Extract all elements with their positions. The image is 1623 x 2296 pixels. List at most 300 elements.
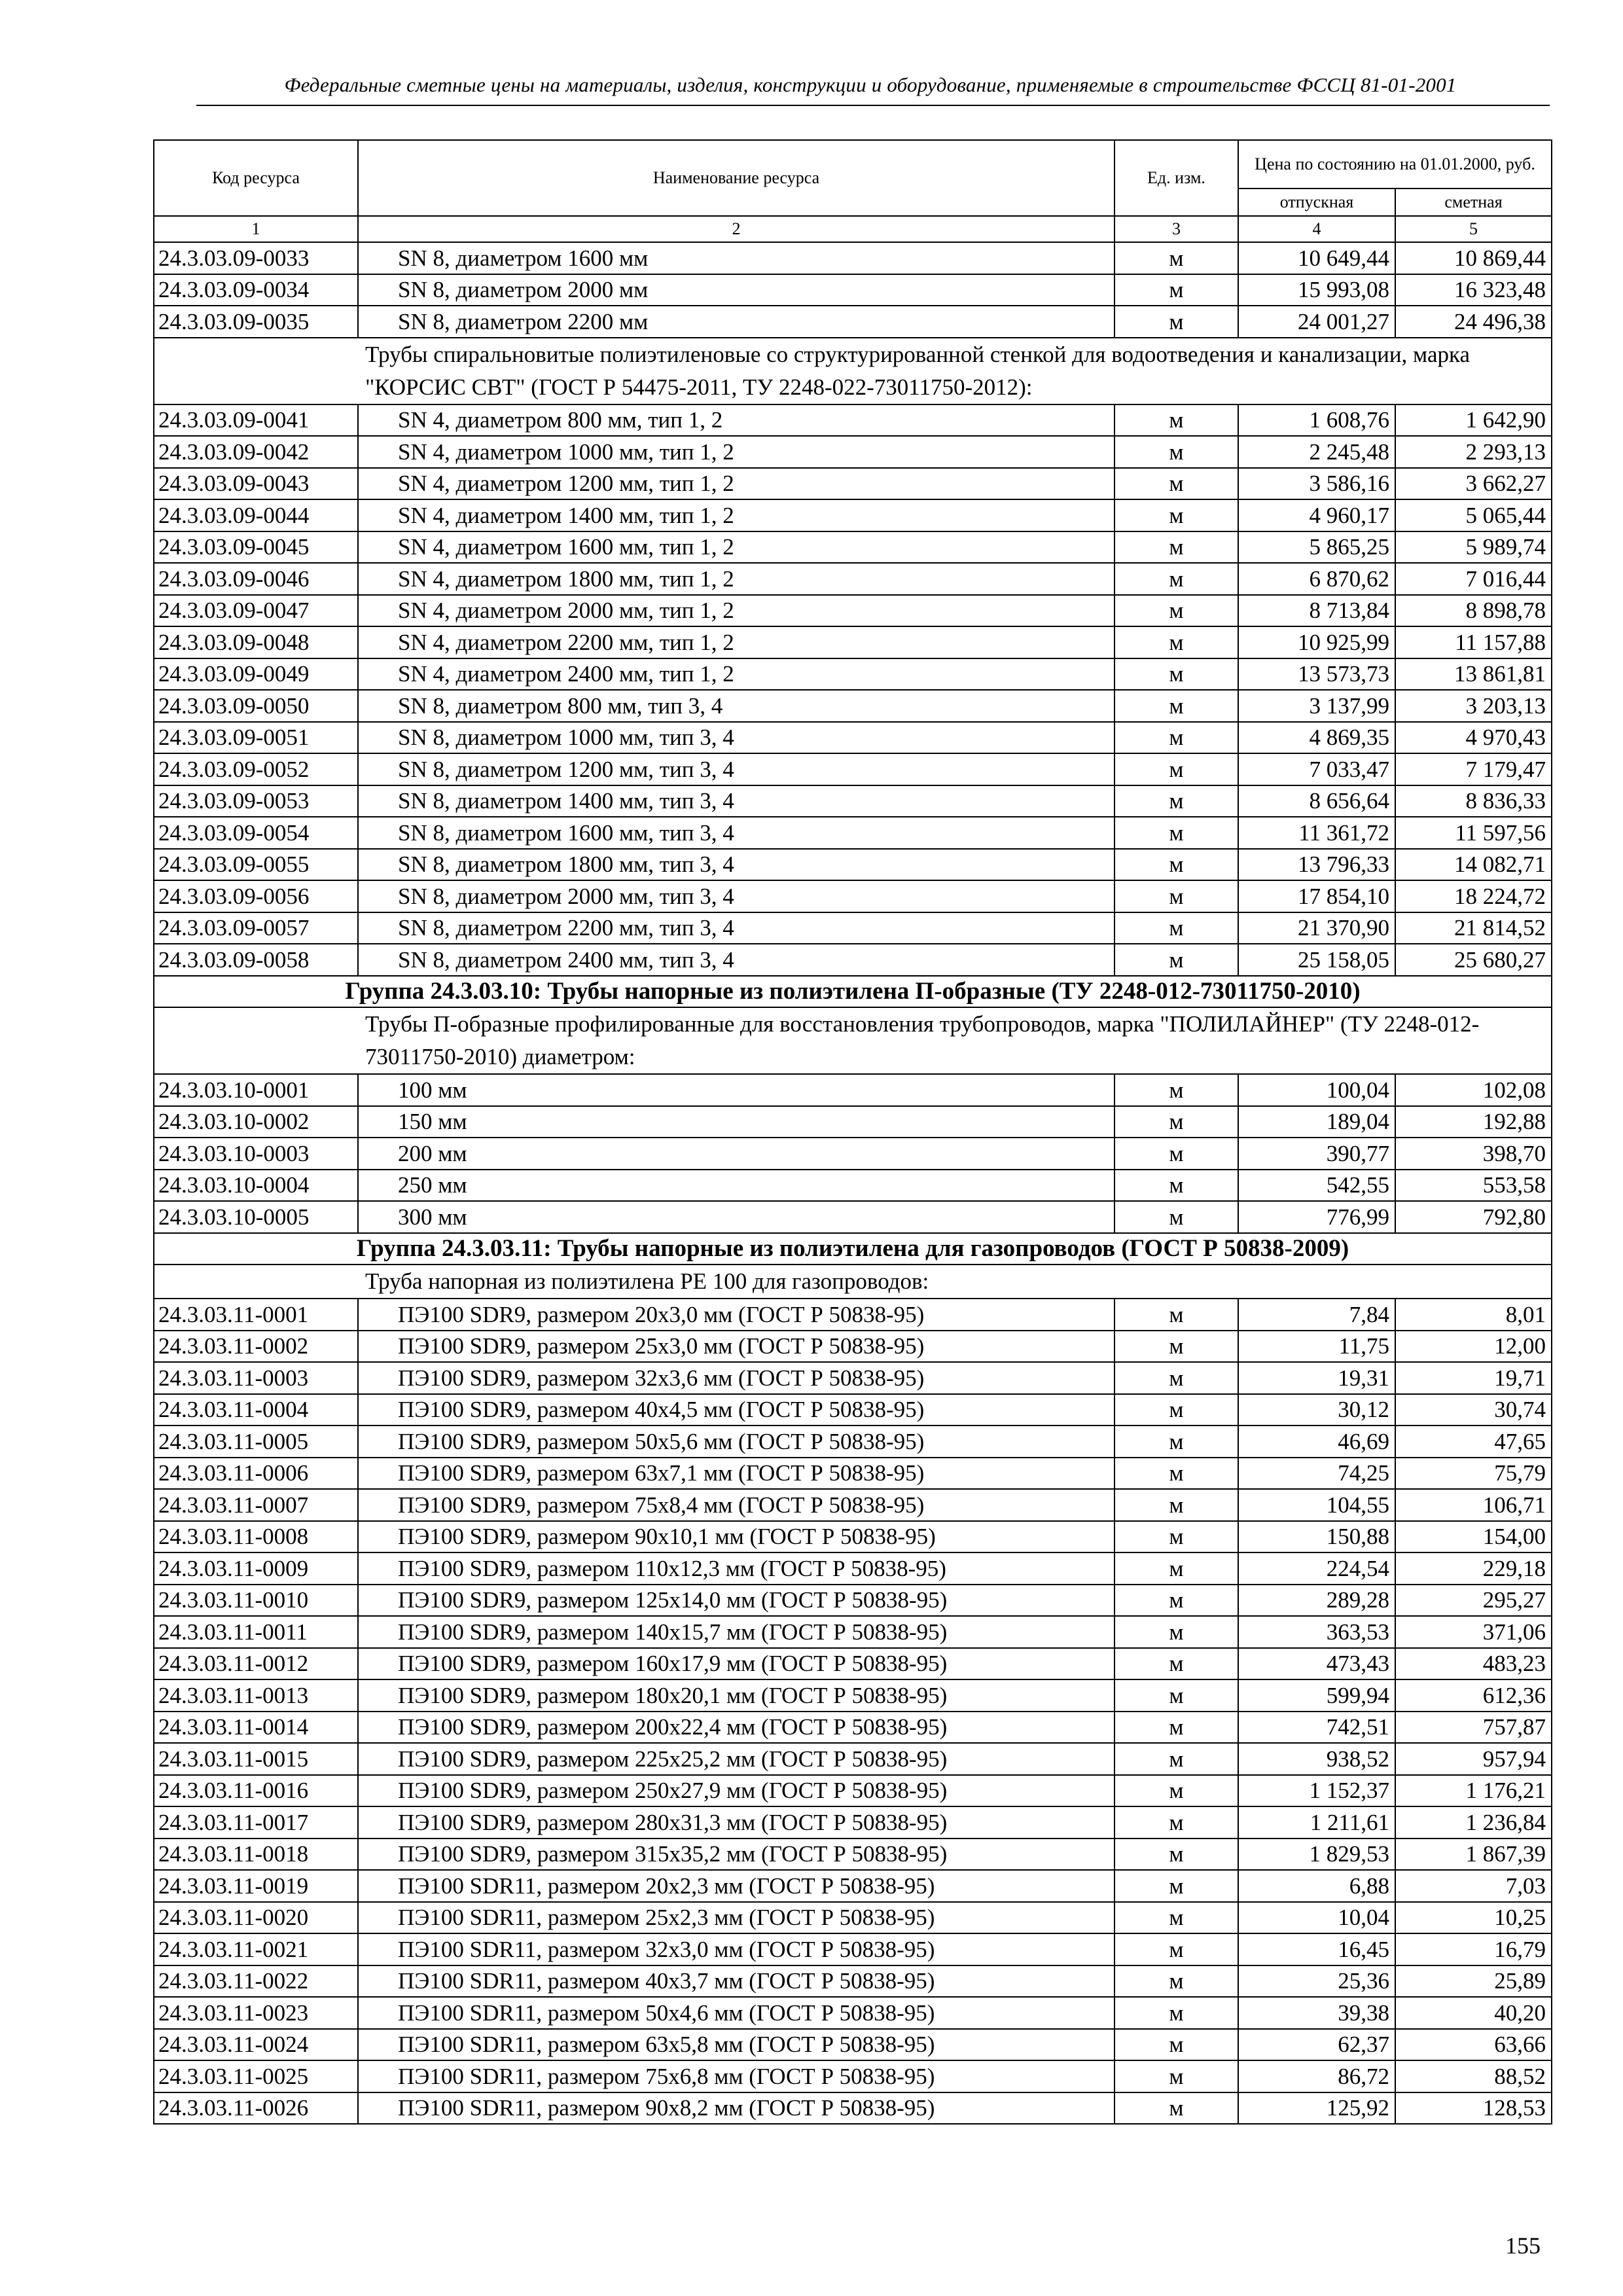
resource-name: ПЭ100 SDR9, размером 160x17,9 мм (ГОСТ Р 50838-95) (358, 1648, 1115, 1680)
resource-name: SN 8, диаметром 2200 мм, тип 3, 4 (358, 912, 1115, 944)
resource-name: ПЭ100 SDR11, размером 40x3,7 мм (ГОСТ Р 50838-95) (358, 1965, 1115, 1998)
unit: м (1115, 1679, 1238, 1712)
table-row (154, 1201, 1552, 1233)
release-price: 19,31 (1238, 1362, 1395, 1394)
release-price: 125,92 (1238, 2092, 1395, 2125)
section-description-row (154, 338, 1552, 404)
release-price: 189,04 (1238, 1106, 1395, 1138)
unit: м (1115, 658, 1238, 691)
table-row (154, 2060, 1552, 2092)
resource-name: SN 8, диаметром 800 мм, тип 3, 4 (358, 690, 1115, 722)
unit: м (1115, 2029, 1238, 2061)
unit: м (1115, 626, 1238, 658)
unit: м (1115, 1839, 1238, 1871)
release-price: 1 152,37 (1238, 1775, 1395, 1807)
release-price: 224,54 (1238, 1552, 1395, 1585)
resource-code: 24.3.03.11-0005 (154, 1426, 358, 1458)
unit: м (1115, 274, 1238, 306)
resource-code: 24.3.03.10-0002 (154, 1106, 358, 1138)
unit: м (1115, 1648, 1238, 1680)
resource-code: 24.3.03.09-0051 (154, 722, 358, 754)
table-row (154, 849, 1552, 881)
release-price: 39,38 (1238, 1997, 1395, 2029)
resource-name: ПЭ100 SDR9, размером 110x12,3 мм (ГОСТ Р 50838-95) (358, 1552, 1115, 1585)
resource-code: 24.3.03.11-0017 (154, 1806, 358, 1839)
unit: м (1115, 1138, 1238, 1170)
resource-name: ПЭ100 SDR9, размером 90x10,1 мм (ГОСТ Р 50838-95) (358, 1521, 1115, 1553)
resource-code: 24.3.03.09-0048 (154, 626, 358, 658)
estimate-price: 1 236,84 (1395, 1806, 1552, 1839)
unit: м (1115, 404, 1238, 437)
col-number: 4 (1238, 216, 1395, 242)
table-row (154, 626, 1552, 658)
estimate-price: 192,88 (1395, 1106, 1552, 1138)
resource-name: ПЭ100 SDR9, размером 50x5,6 мм (ГОСТ Р 50838-95) (358, 1426, 1115, 1458)
resource-code: 24.3.03.09-0046 (154, 563, 358, 595)
section-description-row (154, 1265, 1552, 1299)
resource-code: 24.3.03.11-0026 (154, 2092, 358, 2125)
release-price: 289,28 (1238, 1585, 1395, 1617)
col-number: 5 (1395, 216, 1552, 242)
estimate-price: 371,06 (1395, 1616, 1552, 1648)
release-price: 1 608,76 (1238, 404, 1395, 437)
resource-name: SN 8, диаметром 1000 мм, тип 3, 4 (358, 722, 1115, 754)
estimate-price: 792,80 (1395, 1201, 1552, 1233)
resource-code: 24.3.03.11-0009 (154, 1552, 358, 1585)
release-price: 2 245,48 (1238, 436, 1395, 468)
resource-code: 24.3.03.09-0034 (154, 274, 358, 306)
resource-name: ПЭ100 SDR9, размером 32x3,6 мм (ГОСТ Р 50838-95) (358, 1362, 1115, 1394)
resource-code: 24.3.03.09-0050 (154, 690, 358, 722)
release-price: 11,75 (1238, 1331, 1395, 1363)
resource-code: 24.3.03.09-0044 (154, 499, 358, 531)
estimate-price: 16,79 (1395, 1933, 1552, 1965)
unit: м (1115, 306, 1238, 338)
estimate-price: 4 970,43 (1395, 722, 1552, 754)
table-row (154, 1997, 1552, 2029)
resource-name: ПЭ100 SDR11, размером 25x2,3 мм (ГОСТ Р 50838-95) (358, 1902, 1115, 1934)
resource-name: SN 8, диаметром 2400 мм, тип 3, 4 (358, 944, 1115, 976)
release-price: 363,53 (1238, 1616, 1395, 1648)
resource-code: 24.3.03.09-0035 (154, 306, 358, 338)
table-row (154, 785, 1552, 817)
estimate-price: 7 179,47 (1395, 753, 1552, 785)
resource-code: 24.3.03.11-0020 (154, 1902, 358, 1934)
release-price: 74,25 (1238, 1458, 1395, 1490)
estimate-price: 88,52 (1395, 2060, 1552, 2092)
table-row (154, 1839, 1552, 1871)
release-price: 1 211,61 (1238, 1806, 1395, 1839)
table-row (154, 944, 1552, 976)
estimate-price: 11 157,88 (1395, 626, 1552, 658)
estimate-price: 957,94 (1395, 1743, 1552, 1775)
section-description-row (154, 1007, 1552, 1074)
header-rule (196, 105, 1550, 106)
table-row (154, 1965, 1552, 1998)
resource-name: SN 8, диаметром 1600 мм (358, 242, 1115, 274)
table-row (154, 563, 1552, 595)
col-header-name: Наименование ресурса (358, 140, 1115, 216)
release-price: 25,36 (1238, 1965, 1395, 1998)
table-row (154, 436, 1552, 468)
resource-name: SN 4, диаметром 2000 мм, тип 1, 2 (358, 595, 1115, 627)
release-price: 776,99 (1238, 1201, 1395, 1233)
table-row (154, 690, 1552, 722)
resource-code: 24.3.03.09-0049 (154, 658, 358, 691)
release-price: 10 925,99 (1238, 626, 1395, 658)
col-header-release: отпускная (1238, 188, 1395, 216)
resource-code: 24.3.03.09-0054 (154, 817, 358, 849)
estimate-price: 10,25 (1395, 1902, 1552, 1934)
unit: м (1115, 1299, 1238, 1331)
resource-name: ПЭ100 SDR9, размером 63x7,1 мм (ГОСТ Р 50838-95) (358, 1458, 1115, 1490)
unit: м (1115, 1902, 1238, 1934)
running-header: Федеральные сметные цены на материалы, изделия, конструкции и оборудование, применяемые в строительстве ФССЦ 81-01-2001 (284, 73, 1457, 96)
unit: м (1115, 880, 1238, 912)
resource-code: 24.3.03.09-0053 (154, 785, 358, 817)
release-price: 46,69 (1238, 1426, 1395, 1458)
resource-code: 24.3.03.09-0042 (154, 436, 358, 468)
table-row (154, 531, 1552, 564)
unit: м (1115, 531, 1238, 564)
release-price: 62,37 (1238, 2029, 1395, 2061)
resource-name: ПЭ100 SDR9, размером 125x14,0 мм (ГОСТ Р 50838-95) (358, 1585, 1115, 1617)
unit: м (1115, 912, 1238, 944)
resource-name: 150 мм (358, 1106, 1115, 1138)
resource-code: 24.3.03.11-0018 (154, 1839, 358, 1871)
unit: м (1115, 1074, 1238, 1106)
release-price: 4 869,35 (1238, 722, 1395, 754)
resource-code: 24.3.03.09-0052 (154, 753, 358, 785)
table-row (154, 1362, 1552, 1394)
release-price: 150,88 (1238, 1521, 1395, 1553)
group-heading: Группа 24.3.03.11: Трубы напорные из полиэтилена для газопроводов (ГОСТ Р 50838-2009) (154, 1233, 1552, 1265)
unit: м (1115, 2060, 1238, 2092)
resource-code: 24.3.03.11-0007 (154, 1489, 358, 1521)
table-row (154, 1806, 1552, 1839)
table-row (154, 1394, 1552, 1426)
table-row (154, 499, 1552, 531)
table-row (154, 912, 1552, 944)
estimate-price: 8 836,33 (1395, 785, 1552, 817)
unit: м (1115, 1585, 1238, 1617)
resource-name: SN 4, диаметром 800 мм, тип 1, 2 (358, 404, 1115, 437)
resource-name: ПЭ100 SDR11, размером 32x3,0 мм (ГОСТ Р 50838-95) (358, 1933, 1115, 1965)
resource-code: 24.3.03.11-0016 (154, 1775, 358, 1807)
unit: м (1115, 1426, 1238, 1458)
resource-code: 24.3.03.10-0005 (154, 1201, 358, 1233)
unit: м (1115, 1394, 1238, 1426)
col-number: 3 (1115, 216, 1238, 242)
resource-name: ПЭ100 SDR9, размером 225x25,2 мм (ГОСТ Р 50838-95) (358, 1743, 1115, 1775)
resource-name: SN 4, диаметром 1800 мм, тип 1, 2 (358, 563, 1115, 595)
resource-code: 24.3.03.11-0010 (154, 1585, 358, 1617)
estimate-price: 40,20 (1395, 1997, 1552, 2029)
unit: м (1115, 1997, 1238, 2029)
resource-code: 24.3.03.11-0025 (154, 2060, 358, 2092)
resource-name: ПЭ100 SDR9, размером 280x31,3 мм (ГОСТ Р 50838-95) (358, 1806, 1115, 1839)
table-row (154, 658, 1552, 691)
resource-name: ПЭ100 SDR9, размером 250x27,9 мм (ГОСТ Р 50838-95) (358, 1775, 1115, 1807)
resource-code: 24.3.03.09-0055 (154, 849, 358, 881)
estimate-price: 3 662,27 (1395, 468, 1552, 500)
resource-name: SN 4, диаметром 2400 мм, тип 1, 2 (358, 658, 1115, 691)
unit: м (1115, 1458, 1238, 1490)
unit: м (1115, 1170, 1238, 1202)
resource-code: 24.3.03.09-0033 (154, 242, 358, 274)
table-row (154, 1106, 1552, 1138)
table-row (154, 1775, 1552, 1807)
release-price: 16,45 (1238, 1933, 1395, 1965)
resource-code: 24.3.03.09-0045 (154, 531, 358, 564)
section-description: Трубы П-образные профилированные для восстановления трубопроводов, марка "ПОЛИЛАЙНЕР" (ТУ 2248-012-73011750-2010) диаметром: (154, 1007, 1552, 1074)
resource-name: SN 4, диаметром 2200 мм, тип 1, 2 (358, 626, 1115, 658)
resource-name: ПЭ100 SDR11, размером 50x4,6 мм (ГОСТ Р 50838-95) (358, 1997, 1115, 2029)
resource-code: 24.3.03.11-0002 (154, 1331, 358, 1363)
resource-code: 24.3.03.09-0047 (154, 595, 358, 627)
resource-name: ПЭ100 SDR11, размером 90x8,2 мм (ГОСТ Р 50838-95) (358, 2092, 1115, 2125)
unit: м (1115, 563, 1238, 595)
resource-name: 200 мм (358, 1138, 1115, 1170)
unit: м (1115, 468, 1238, 500)
resource-code: 24.3.03.11-0019 (154, 1870, 358, 1902)
table-row (154, 817, 1552, 849)
estimate-price: 30,74 (1395, 1394, 1552, 1426)
release-price: 6,88 (1238, 1870, 1395, 1902)
resource-name: ПЭ100 SDR9, размером 40x4,5 мм (ГОСТ Р 50838-95) (358, 1394, 1115, 1426)
resource-name: ПЭ100 SDR9, размером 140x15,7 мм (ГОСТ Р 50838-95) (358, 1616, 1115, 1648)
resource-name: ПЭ100 SDR9, размером 200x22,4 мм (ГОСТ Р 50838-95) (358, 1712, 1115, 1744)
resource-code: 24.3.03.11-0014 (154, 1712, 358, 1744)
resource-code: 24.3.03.09-0058 (154, 944, 358, 976)
col-header-estimate: сметная (1395, 188, 1552, 216)
resource-code: 24.3.03.11-0013 (154, 1679, 358, 1712)
release-price: 938,52 (1238, 1743, 1395, 1775)
resource-code: 24.3.03.11-0012 (154, 1648, 358, 1680)
unit: м (1115, 849, 1238, 881)
resource-name: ПЭ100 SDR9, размером 180x20,1 мм (ГОСТ Р 50838-95) (358, 1679, 1115, 1712)
estimate-price: 1 176,21 (1395, 1775, 1552, 1807)
estimate-price: 12,00 (1395, 1331, 1552, 1363)
table-row (154, 1138, 1552, 1170)
release-price: 8 713,84 (1238, 595, 1395, 627)
unit: м (1115, 1965, 1238, 1998)
release-price: 30,12 (1238, 1394, 1395, 1426)
table-row (154, 1585, 1552, 1617)
resource-name: SN 4, диаметром 1000 мм, тип 1, 2 (358, 436, 1115, 468)
estimate-price: 295,27 (1395, 1585, 1552, 1617)
unit: м (1115, 690, 1238, 722)
unit: м (1115, 1616, 1238, 1648)
resource-name: ПЭ100 SDR11, размером 20x2,3 мм (ГОСТ Р 50838-95) (358, 1870, 1115, 1902)
table-row (154, 1712, 1552, 1744)
resource-code: 24.3.03.11-0011 (154, 1616, 358, 1648)
estimate-price: 154,00 (1395, 1521, 1552, 1553)
resource-name: SN 8, диаметром 2000 мм (358, 274, 1115, 306)
group-heading-row (154, 976, 1552, 1008)
unit: м (1115, 1743, 1238, 1775)
estimate-price: 11 597,56 (1395, 817, 1552, 849)
estimate-price: 553,58 (1395, 1170, 1552, 1202)
resource-code: 24.3.03.11-0008 (154, 1521, 358, 1553)
resource-code: 24.3.03.11-0001 (154, 1299, 358, 1331)
unit: м (1115, 2092, 1238, 2125)
price-table (153, 139, 1552, 2125)
table-row (154, 274, 1552, 306)
col-number: 1 (154, 216, 358, 242)
estimate-price: 106,71 (1395, 1489, 1552, 1521)
release-price: 25 158,05 (1238, 944, 1395, 976)
unit: м (1115, 1362, 1238, 1394)
resource-name: ПЭ100 SDR11, размером 75x6,8 мм (ГОСТ Р 50838-95) (358, 2060, 1115, 2092)
estimate-price: 1 867,39 (1395, 1839, 1552, 1871)
release-price: 13 796,33 (1238, 849, 1395, 881)
unit: м (1115, 1552, 1238, 1585)
table-row (154, 722, 1552, 754)
estimate-price: 8 898,78 (1395, 595, 1552, 627)
release-price: 104,55 (1238, 1489, 1395, 1521)
page-number: 155 (1505, 2233, 1541, 2259)
unit: м (1115, 1870, 1238, 1902)
estimate-price: 24 496,38 (1395, 306, 1552, 338)
table-row (154, 1552, 1552, 1585)
table-row (154, 468, 1552, 500)
estimate-price: 229,18 (1395, 1552, 1552, 1585)
resource-name: SN 8, диаметром 2200 мм (358, 306, 1115, 338)
release-price: 100,04 (1238, 1074, 1395, 1106)
table-row (154, 2029, 1552, 2061)
col-header-unit: Ед. изм. (1115, 140, 1238, 216)
unit: м (1115, 817, 1238, 849)
release-price: 599,94 (1238, 1679, 1395, 1712)
col-number: 2 (358, 216, 1115, 242)
estimate-price: 14 082,71 (1395, 849, 1552, 881)
table-row (154, 1458, 1552, 1490)
release-price: 542,55 (1238, 1170, 1395, 1202)
table-row (154, 1331, 1552, 1363)
section-description: Трубы спиральновитые полиэтиленовые со структурированной стенкой для водоотведения и канализации, марка "КОРСИС СВТ" (ГОСТ Р 54475-2011, ТУ 2248-022-73011750-2012): (154, 338, 1552, 404)
unit: м (1115, 436, 1238, 468)
table-row (154, 595, 1552, 627)
release-price: 473,43 (1238, 1648, 1395, 1680)
col-header-price: Цена по состоянию на 01.01.2000, руб. (1238, 140, 1552, 188)
release-price: 742,51 (1238, 1712, 1395, 1744)
release-price: 21 370,90 (1238, 912, 1395, 944)
unit: м (1115, 1933, 1238, 1965)
resource-name: 250 мм (358, 1170, 1115, 1202)
table-row (154, 1521, 1552, 1553)
estimate-price: 25 680,27 (1395, 944, 1552, 976)
release-price: 3 586,16 (1238, 468, 1395, 500)
resource-name: SN 4, диаметром 1200 мм, тип 1, 2 (358, 468, 1115, 500)
resource-name: ПЭ100 SDR9, размером 25x3,0 мм (ГОСТ Р 50838-95) (358, 1331, 1115, 1363)
unit: м (1115, 944, 1238, 976)
unit: м (1115, 499, 1238, 531)
unit: м (1115, 753, 1238, 785)
resource-code: 24.3.03.09-0056 (154, 880, 358, 912)
table-row (154, 1933, 1552, 1965)
table-row (154, 1648, 1552, 1680)
estimate-price: 10 869,44 (1395, 242, 1552, 274)
unit: м (1115, 785, 1238, 817)
estimate-price: 8,01 (1395, 1299, 1552, 1331)
release-price: 8 656,64 (1238, 785, 1395, 817)
resource-code: 24.3.03.11-0023 (154, 1997, 358, 2029)
resource-code: 24.3.03.11-0003 (154, 1362, 358, 1394)
resource-name: SN 8, диаметром 1400 мм, тип 3, 4 (358, 785, 1115, 817)
group-heading-row (154, 1233, 1552, 1265)
resource-name: SN 8, диаметром 1200 мм, тип 3, 4 (358, 753, 1115, 785)
unit: м (1115, 1806, 1238, 1839)
release-price: 10,04 (1238, 1902, 1395, 1934)
resource-name: SN 8, диаметром 2000 мм, тип 3, 4 (358, 880, 1115, 912)
resource-name: ПЭ100 SDR9, размером 75x8,4 мм (ГОСТ Р 50838-95) (358, 1489, 1115, 1521)
unit: м (1115, 242, 1238, 274)
table-row (154, 1170, 1552, 1202)
group-heading: Группа 24.3.03.10: Трубы напорные из полиэтилена П-образные (ТУ 2248-012-73011750-2010) (154, 976, 1552, 1008)
release-price: 15 993,08 (1238, 274, 1395, 306)
release-price: 7,84 (1238, 1299, 1395, 1331)
unit: м (1115, 1521, 1238, 1553)
estimate-price: 612,36 (1395, 1679, 1552, 1712)
table-row (154, 1299, 1552, 1331)
unit: м (1115, 1106, 1238, 1138)
estimate-price: 16 323,48 (1395, 274, 1552, 306)
estimate-price: 5 989,74 (1395, 531, 1552, 564)
estimate-price: 2 293,13 (1395, 436, 1552, 468)
release-price: 13 573,73 (1238, 658, 1395, 691)
estimate-price: 18 224,72 (1395, 880, 1552, 912)
resource-name: 100 мм (358, 1074, 1115, 1106)
resource-code: 24.3.03.11-0021 (154, 1933, 358, 1965)
unit: м (1115, 722, 1238, 754)
table-row (154, 1743, 1552, 1775)
resource-code: 24.3.03.10-0001 (154, 1074, 358, 1106)
resource-code: 24.3.03.10-0003 (154, 1138, 358, 1170)
estimate-price: 128,53 (1395, 2092, 1552, 2125)
resource-code: 24.3.03.09-0057 (154, 912, 358, 944)
table-body (154, 242, 1552, 2124)
estimate-price: 5 065,44 (1395, 499, 1552, 531)
unit: м (1115, 1201, 1238, 1233)
estimate-price: 13 861,81 (1395, 658, 1552, 691)
resource-name: SN 8, диаметром 1800 мм, тип 3, 4 (358, 849, 1115, 881)
resource-code: 24.3.03.11-0004 (154, 1394, 358, 1426)
estimate-price: 398,70 (1395, 1138, 1552, 1170)
table-row (154, 1426, 1552, 1458)
unit: м (1115, 595, 1238, 627)
section-description: Труба напорная из полиэтилена PE 100 для газопроводов: (154, 1265, 1552, 1299)
estimate-price: 3 203,13 (1395, 690, 1552, 722)
table-row (154, 1679, 1552, 1712)
resource-name: ПЭ100 SDR9, размером 20x3,0 мм (ГОСТ Р 50838-95) (358, 1299, 1115, 1331)
release-price: 86,72 (1238, 2060, 1395, 2092)
resource-name: SN 4, диаметром 1600 мм, тип 1, 2 (358, 531, 1115, 564)
table-row (154, 1902, 1552, 1934)
unit: м (1115, 1775, 1238, 1807)
resource-code: 24.3.03.11-0024 (154, 2029, 358, 2061)
col-header-code: Код ресурса (154, 140, 358, 216)
resource-name: ПЭ100 SDR9, размером 315x35,2 мм (ГОСТ Р 50838-95) (358, 1839, 1115, 1871)
release-price: 4 960,17 (1238, 499, 1395, 531)
resource-name: SN 4, диаметром 1400 мм, тип 1, 2 (358, 499, 1115, 531)
estimate-price: 19,71 (1395, 1362, 1552, 1394)
resource-name: ПЭ100 SDR11, размером 63x5,8 мм (ГОСТ Р 50838-95) (358, 2029, 1115, 2061)
resource-name: 300 мм (358, 1201, 1115, 1233)
table-row (154, 2092, 1552, 2125)
release-price: 11 361,72 (1238, 817, 1395, 849)
release-price: 7 033,47 (1238, 753, 1395, 785)
